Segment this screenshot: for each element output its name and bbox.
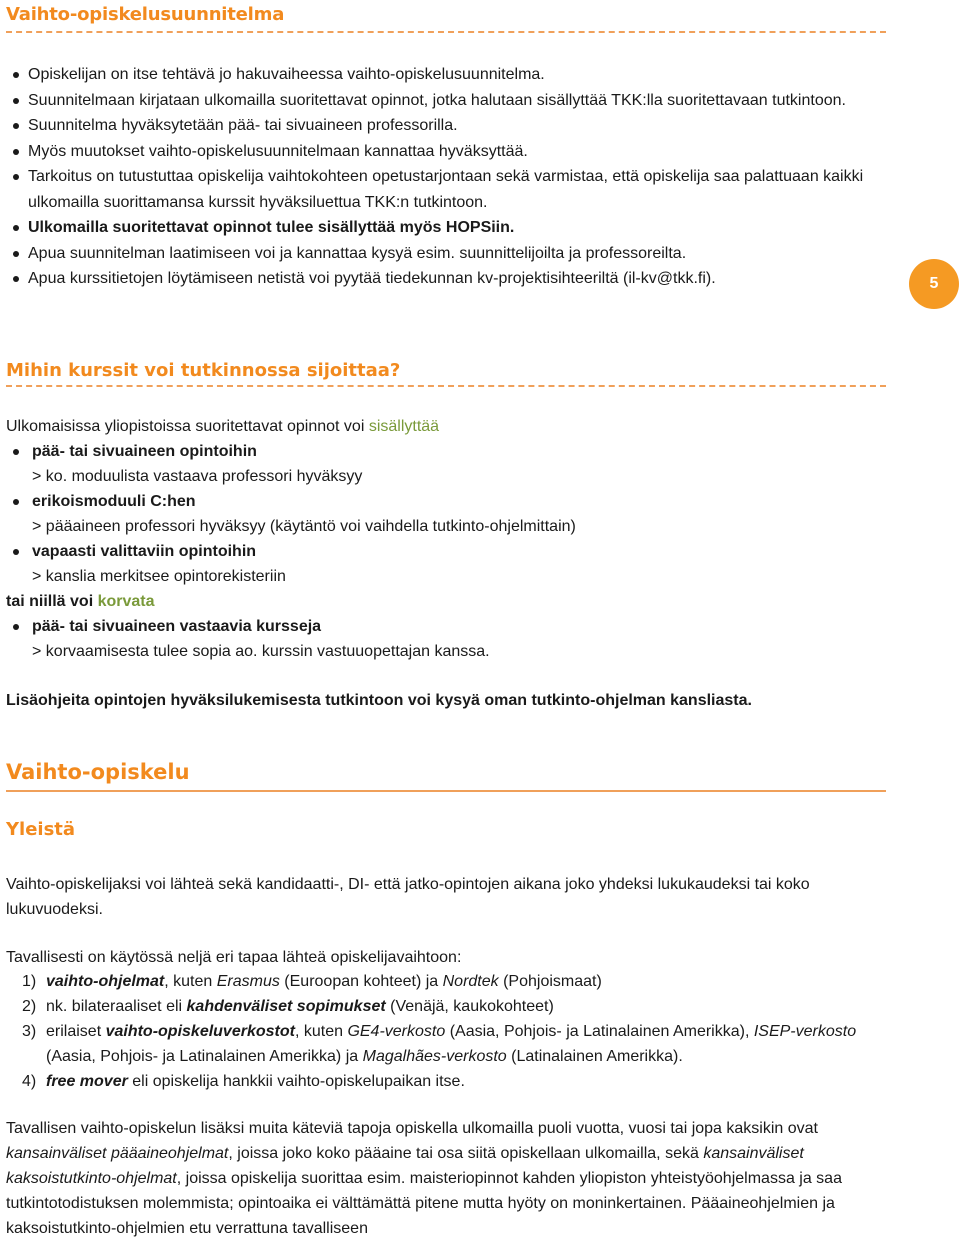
list-item	[6, 969, 886, 994]
text: , kuten	[294, 1023, 348, 1040]
list-item-note: > kanslia merkitsee opintorekisteriin	[32, 568, 286, 585]
list-item: Suunnitelma hyväksytetään pää- tai sivuaineen professorilla.	[8, 113, 868, 139]
text: (Pohjoismaat)	[498, 973, 602, 990]
list-number: 4)	[22, 1073, 37, 1090]
text: , joissa joko koko pääaine tai osa siitä opiskellaan ulkomailla, sekä	[228, 1145, 704, 1162]
exchange-ways-list	[6, 969, 886, 1094]
or-highlight: korvata	[97, 593, 155, 610]
placement-footer-note: Lisäohjeita opintojen hyväksilukemisesta tutkintoon voi kysyä oman tutkinto-ohjelman kansliasta.	[6, 692, 752, 709]
term: Nordtek	[442, 973, 499, 990]
list-item: pää- tai sivuaineen opintoihin	[6, 439, 886, 464]
text: , joissa opiskelija suorittaa esim. maisteriopinnot kahden yliopiston yhteistyöohjelmassa ja saa tutkintotodistuksen molemmista; opintoaika ei välttämättä pitene mutta hyöty on moninkertainen. Pääaineohjelmien ja kaksoistutkinto-ohjelmien etu verrattuna tavalliseen	[6, 1170, 842, 1237]
term: kansainväliset kaksoistutkinto-ohjelmat	[6, 1145, 804, 1187]
list-item: vapaasti valittaviin opintoihin	[6, 539, 886, 564]
subsection-title-general: Yleistä	[6, 819, 76, 840]
solid-divider	[6, 790, 886, 792]
intro-text: Ulkomaisissa yliopistoissa suoritettavat opinnot voi	[6, 418, 369, 435]
text: , kuten	[164, 973, 217, 990]
placement-intro	[6, 414, 886, 439]
text: Tavallisen vaihto-opiskelun lisäksi muita käteviä tapoja opiskella ulkomailla puoli vuotta, vuosi tai jopa kaksikin ovat	[6, 1120, 818, 1137]
text: (Latinalainen Amerikka).	[506, 1048, 683, 1065]
list-number: 2)	[22, 998, 37, 1015]
text: eli opiskelija hankkii vaihto-opiskelupaikan itse.	[127, 1073, 465, 1090]
list-item	[6, 994, 886, 1019]
list-item: Opiskelijan on itse tehtävä jo hakuvaiheessa vaihto-opiskelusuunnitelma.	[8, 62, 868, 88]
dashed-divider	[6, 31, 886, 33]
list-item-note: > pääaineen professori hyväksyy (käytäntö voi vaihdella tutkinto-ohjelmittain)	[32, 518, 576, 535]
list-item: erikoismoduuli C:hen	[6, 489, 886, 514]
list-item-note: > ko. moduulista vastaava professori hyväksyy	[32, 468, 363, 485]
exchange-plan-bullet-list	[8, 62, 868, 292]
general-paragraph-1: Vaihto-opiskelijaksi voi lähteä sekä kandidaatti-, DI- että jatko-opintojen aikana joko yhdeksi lukukaudeksi tai koko lukuvuodeksi.	[6, 876, 810, 918]
term: kahdenväliset sopimukset	[186, 998, 386, 1015]
or-text: tai niillä voi	[6, 593, 98, 610]
general-paragraph-3	[6, 1116, 886, 1241]
text: nk. bilateraaliset eli	[46, 998, 187, 1015]
list-item-note: > korvaamisesta tulee sopia ao. kurssin vastuuopettajan kanssa.	[32, 643, 490, 660]
page-number-badge: 5	[909, 259, 959, 309]
list-item: Apua suunnitelman laatimiseen voi ja kannattaa kysyä esim. suunnittelijoilta ja professoreilta.	[8, 241, 868, 267]
section-title-exchange-plan: Vaihto-opiskelusuunnitelma	[6, 4, 285, 25]
intro-highlight: sisällyttää	[368, 418, 440, 435]
section-title-course-placement: Mihin kurssit voi tutkinnossa sijoittaa?	[6, 360, 401, 381]
list-item: Apua kurssitietojen löytämiseen netistä voi pyytää tiedekunnan kv-projektisihteeriltä (il-kv@tkk.fi).	[8, 266, 868, 292]
list-number: 1)	[22, 973, 37, 990]
or-line	[6, 589, 886, 614]
general-paragraph-2: Tavallisesti on käytössä neljä eri tapaa lähteä opiskelijavaihtoon:	[6, 949, 462, 966]
list-item: Tarkoitus on tutustuttaa opiskelija vaihtokohteen opetustarjontaan sekä varmistaa, että opiskelija saa palattuaan kaikki ulkomailla suorittamansa kurssit hyväksiluettua TKK:n tutkintoon.	[8, 164, 868, 215]
text: erilaiset	[46, 1023, 106, 1040]
list-item	[6, 1069, 886, 1094]
section-title-exchange-studies: Vaihto-opiskelu	[6, 760, 190, 784]
text: (Euroopan kohteet) ja	[279, 973, 443, 990]
term: Erasmus	[216, 973, 280, 990]
text: (Aasia, Pohjois- ja Latinalainen Amerikka) ja	[46, 1048, 363, 1065]
term: vaihto-opiskeluverkostot	[105, 1023, 295, 1040]
dashed-divider	[6, 385, 886, 387]
text: (Aasia, Pohjois- ja Latinalainen Amerikka),	[445, 1023, 754, 1040]
term: vaihto-ohjelmat	[46, 973, 165, 990]
list-item: Ulkomailla suoritettavat opinnot tulee sisällyttää myös HOPSiin.	[8, 215, 868, 241]
term: ISEP-verkosto	[753, 1023, 857, 1040]
list-item	[6, 1019, 886, 1069]
term: GE4-verkosto	[347, 1023, 446, 1040]
term: Magalhães-verkosto	[362, 1048, 507, 1065]
list-item: pää- tai sivuaineen vastaavia kursseja	[6, 614, 886, 639]
list-number: 3)	[22, 1023, 37, 1040]
list-item: Myös muutokset vaihto-opiskelusuunnitelmaan kannattaa hyväksyttää.	[8, 139, 868, 165]
text: (Venäjä, kaukokohteet)	[385, 998, 554, 1015]
list-item: Suunnitelmaan kirjataan ulkomailla suoritettavat opinnot, jotka halutaan sisällyttää TKK:lla suoritettavaan tutkintoon.	[8, 88, 868, 114]
term: kansainväliset pääaineohjelmat	[6, 1145, 229, 1162]
term: free mover	[46, 1073, 128, 1090]
placement-options-list	[6, 439, 886, 664]
